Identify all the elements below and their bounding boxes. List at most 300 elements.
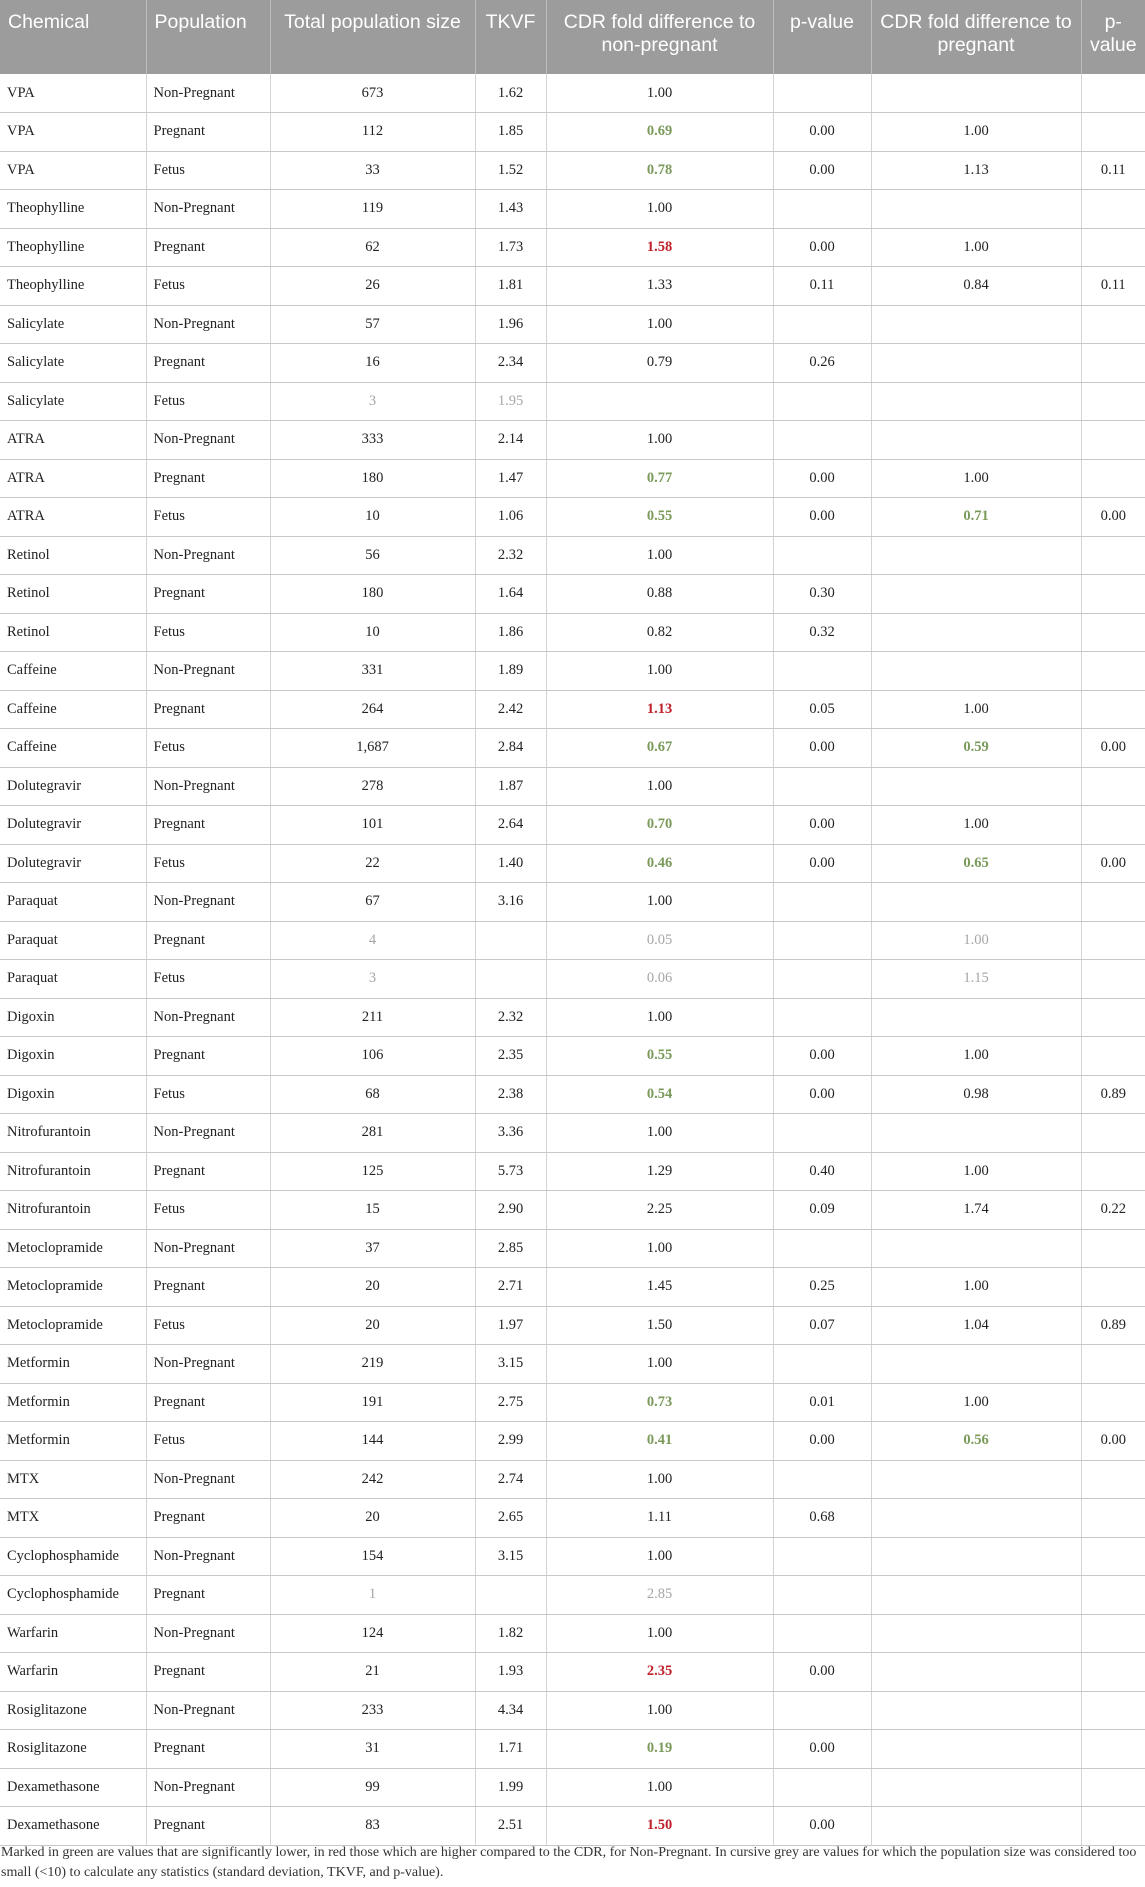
cell-p-value-non-pregnant <box>773 382 871 421</box>
cell-p-value-pregnant: 0.11 <box>1081 267 1145 306</box>
table-row <box>0 1037 1145 1076</box>
cell-population: Pregnant <box>146 344 270 383</box>
cell-tkvf <box>475 1576 546 1615</box>
cell-population: Pregnant <box>146 1807 270 1846</box>
cell-chemical: Salicylate <box>0 305 146 344</box>
table-row <box>0 1383 1145 1422</box>
cell-cdr-fold-pregnant <box>871 1768 1081 1807</box>
cell-population: Non-Pregnant <box>146 1460 270 1499</box>
cell-p-value-non-pregnant: 0.00 <box>773 1730 871 1769</box>
table-row <box>0 652 1145 691</box>
cell-p-value-pregnant: 0.00 <box>1081 729 1145 768</box>
cell-chemical: Retinol <box>0 575 146 614</box>
cell-tkvf: 1.73 <box>475 228 546 267</box>
cell-p-value-non-pregnant <box>773 536 871 575</box>
cell-population: Fetus <box>146 151 270 190</box>
cell-chemical: Warfarin <box>0 1614 146 1653</box>
cell-tkvf: 3.15 <box>475 1345 546 1384</box>
cell-cdr-fold-non-pregnant: 0.05 <box>546 921 773 960</box>
cell-p-value-pregnant <box>1081 1807 1145 1846</box>
cell-p-value-pregnant <box>1081 613 1145 652</box>
cell-population-size: 242 <box>270 1460 475 1499</box>
table-row <box>0 113 1145 152</box>
cell-tkvf: 1.95 <box>475 382 546 421</box>
cell-cdr-fold-non-pregnant: 1.58 <box>546 228 773 267</box>
cell-cdr-fold-pregnant <box>871 190 1081 229</box>
cell-p-value-pregnant <box>1081 1499 1145 1538</box>
cell-population: Non-Pregnant <box>146 1345 270 1384</box>
cell-cdr-fold-non-pregnant: 1.13 <box>546 690 773 729</box>
cell-p-value-non-pregnant <box>773 921 871 960</box>
cell-chemical: Theophylline <box>0 267 146 306</box>
cell-population-size: 62 <box>270 228 475 267</box>
cell-cdr-fold-pregnant <box>871 344 1081 383</box>
cell-population-size: 119 <box>270 190 475 229</box>
cell-chemical: VPA <box>0 113 146 152</box>
cell-cdr-fold-non-pregnant: 2.35 <box>546 1653 773 1692</box>
cell-p-value-non-pregnant: 0.68 <box>773 1499 871 1538</box>
cell-tkvf: 2.64 <box>475 806 546 845</box>
cell-tkvf: 2.14 <box>475 421 546 460</box>
cell-tkvf: 4.34 <box>475 1691 546 1730</box>
cell-cdr-fold-non-pregnant: 1.45 <box>546 1268 773 1307</box>
cell-cdr-fold-non-pregnant: 0.73 <box>546 1383 773 1422</box>
cell-tkvf: 2.90 <box>475 1191 546 1230</box>
cell-cdr-fold-non-pregnant: 1.11 <box>546 1499 773 1538</box>
cell-p-value-non-pregnant <box>773 1229 871 1268</box>
cell-cdr-fold-non-pregnant: 0.78 <box>546 151 773 190</box>
cell-p-value-non-pregnant <box>773 652 871 691</box>
cell-p-value-pregnant <box>1081 806 1145 845</box>
cell-population-size: 144 <box>270 1422 475 1461</box>
cell-p-value-pregnant: 0.00 <box>1081 844 1145 883</box>
cell-population: Fetus <box>146 729 270 768</box>
cell-cdr-fold-pregnant: 1.00 <box>871 806 1081 845</box>
cell-p-value-pregnant <box>1081 1229 1145 1268</box>
cell-p-value-pregnant <box>1081 1460 1145 1499</box>
cell-tkvf: 1.47 <box>475 459 546 498</box>
header-row <box>0 0 1145 74</box>
table-row <box>0 151 1145 190</box>
cell-p-value-pregnant <box>1081 1730 1145 1769</box>
cell-p-value-pregnant <box>1081 1653 1145 1692</box>
cell-population: Non-Pregnant <box>146 1114 270 1153</box>
table-row <box>0 960 1145 999</box>
cell-p-value-non-pregnant <box>773 74 871 113</box>
cell-p-value-non-pregnant <box>773 883 871 922</box>
header-total-population-size: Total population size <box>270 0 475 74</box>
cell-p-value-non-pregnant <box>773 1114 871 1153</box>
cell-tkvf: 1.99 <box>475 1768 546 1807</box>
cell-tkvf: 2.75 <box>475 1383 546 1422</box>
cell-cdr-fold-non-pregnant: 0.88 <box>546 575 773 614</box>
cell-p-value-non-pregnant <box>773 1537 871 1576</box>
cell-cdr-fold-non-pregnant: 1.00 <box>546 74 773 113</box>
cell-tkvf: 2.85 <box>475 1229 546 1268</box>
cell-cdr-fold-pregnant: 1.00 <box>871 228 1081 267</box>
cell-p-value-pregnant: 0.11 <box>1081 151 1145 190</box>
cell-cdr-fold-pregnant <box>871 575 1081 614</box>
cell-population: Pregnant <box>146 1037 270 1076</box>
cell-cdr-fold-pregnant: 1.00 <box>871 1152 1081 1191</box>
cell-p-value-non-pregnant: 0.25 <box>773 1268 871 1307</box>
cell-chemical: Caffeine <box>0 652 146 691</box>
cell-population-size: 211 <box>270 998 475 1037</box>
cell-p-value-non-pregnant: 0.00 <box>773 729 871 768</box>
cell-p-value-non-pregnant <box>773 998 871 1037</box>
cell-p-value-pregnant <box>1081 921 1145 960</box>
cell-chemical: Cyclophosphamide <box>0 1537 146 1576</box>
table-row <box>0 1499 1145 1538</box>
cell-cdr-fold-pregnant: 1.04 <box>871 1306 1081 1345</box>
cell-chemical: Digoxin <box>0 998 146 1037</box>
cell-p-value-pregnant <box>1081 344 1145 383</box>
cell-population-size: 15 <box>270 1191 475 1230</box>
cell-p-value-non-pregnant <box>773 1768 871 1807</box>
table-row <box>0 1653 1145 1692</box>
cell-cdr-fold-non-pregnant: 1.00 <box>546 1537 773 1576</box>
cell-cdr-fold-pregnant <box>871 1499 1081 1538</box>
cell-cdr-fold-pregnant <box>871 1537 1081 1576</box>
header-population: Population <box>146 0 270 74</box>
cell-population-size: 219 <box>270 1345 475 1384</box>
cell-chemical: Nitrofurantoin <box>0 1114 146 1153</box>
cell-cdr-fold-non-pregnant: 1.00 <box>546 998 773 1037</box>
cell-p-value-non-pregnant: 0.00 <box>773 1422 871 1461</box>
cell-p-value-non-pregnant: 0.00 <box>773 1653 871 1692</box>
cell-population: Pregnant <box>146 1730 270 1769</box>
table-row <box>0 883 1145 922</box>
cell-tkvf: 5.73 <box>475 1152 546 1191</box>
cell-population: Pregnant <box>146 1576 270 1615</box>
cell-cdr-fold-pregnant: 1.00 <box>871 113 1081 152</box>
cell-chemical: Metformin <box>0 1422 146 1461</box>
table-row <box>0 421 1145 460</box>
cell-chemical: Theophylline <box>0 190 146 229</box>
cell-p-value-non-pregnant: 0.00 <box>773 113 871 152</box>
cell-chemical: Rosiglitazone <box>0 1691 146 1730</box>
cell-p-value-pregnant <box>1081 1037 1145 1076</box>
cell-chemical: Metformin <box>0 1345 146 1384</box>
table-row <box>0 729 1145 768</box>
cell-chemical: Retinol <box>0 613 146 652</box>
table-row <box>0 344 1145 383</box>
cell-p-value-pregnant: 0.00 <box>1081 498 1145 537</box>
cell-chemical: Metformin <box>0 1383 146 1422</box>
cell-p-value-non-pregnant: 0.00 <box>773 806 871 845</box>
cell-population-size: 20 <box>270 1499 475 1538</box>
cell-cdr-fold-non-pregnant: 1.50 <box>546 1807 773 1846</box>
table-row <box>0 190 1145 229</box>
cell-cdr-fold-non-pregnant: 1.00 <box>546 421 773 460</box>
table-row <box>0 1075 1145 1114</box>
table-row <box>0 921 1145 960</box>
cell-population-size: 67 <box>270 883 475 922</box>
cell-population: Fetus <box>146 1191 270 1230</box>
header-p-value-pregnant: p-value <box>1081 0 1145 74</box>
table-row <box>0 1268 1145 1307</box>
cell-chemical: ATRA <box>0 421 146 460</box>
cell-population: Non-Pregnant <box>146 1691 270 1730</box>
table-row <box>0 1730 1145 1769</box>
cell-chemical: Metoclopramide <box>0 1306 146 1345</box>
cell-population-size: 125 <box>270 1152 475 1191</box>
cell-cdr-fold-non-pregnant: 1.00 <box>546 1768 773 1807</box>
cell-cdr-fold-pregnant <box>871 883 1081 922</box>
cell-chemical: Dolutegravir <box>0 806 146 845</box>
cell-tkvf: 2.42 <box>475 690 546 729</box>
cell-population-size: 10 <box>270 613 475 652</box>
cell-p-value-non-pregnant: 0.00 <box>773 498 871 537</box>
cell-population-size: 101 <box>270 806 475 845</box>
table-row <box>0 305 1145 344</box>
table-row <box>0 498 1145 537</box>
cell-population-size: 57 <box>270 305 475 344</box>
cell-p-value-non-pregnant <box>773 767 871 806</box>
cell-p-value-pregnant <box>1081 1614 1145 1653</box>
cell-cdr-fold-non-pregnant: 0.55 <box>546 1037 773 1076</box>
cell-population-size: 22 <box>270 844 475 883</box>
cell-cdr-fold-pregnant: 0.59 <box>871 729 1081 768</box>
cell-cdr-fold-pregnant <box>871 1691 1081 1730</box>
header-p-value-non-pregnant: p-value <box>773 0 871 74</box>
cell-chemical: Salicylate <box>0 344 146 383</box>
cell-population-size: 33 <box>270 151 475 190</box>
cell-population: Fetus <box>146 267 270 306</box>
cell-cdr-fold-non-pregnant <box>546 382 773 421</box>
cell-cdr-fold-non-pregnant: 0.70 <box>546 806 773 845</box>
table-row <box>0 228 1145 267</box>
cell-cdr-fold-non-pregnant: 1.00 <box>546 305 773 344</box>
cell-cdr-fold-non-pregnant: 0.82 <box>546 613 773 652</box>
cell-population: Pregnant <box>146 113 270 152</box>
cell-tkvf: 2.71 <box>475 1268 546 1307</box>
cell-tkvf: 1.06 <box>475 498 546 537</box>
cell-p-value-pregnant <box>1081 190 1145 229</box>
table-row <box>0 613 1145 652</box>
cell-population-size: 83 <box>270 1807 475 1846</box>
cell-population-size: 112 <box>270 113 475 152</box>
cell-tkvf: 2.74 <box>475 1460 546 1499</box>
cell-population: Fetus <box>146 844 270 883</box>
cell-chemical: Dexamethasone <box>0 1768 146 1807</box>
cell-population-size: 31 <box>270 1730 475 1769</box>
cell-population-size: 68 <box>270 1075 475 1114</box>
cell-tkvf: 1.82 <box>475 1614 546 1653</box>
cell-chemical: VPA <box>0 74 146 113</box>
cell-tkvf: 3.36 <box>475 1114 546 1153</box>
cell-tkvf: 1.81 <box>475 267 546 306</box>
cell-population: Pregnant <box>146 921 270 960</box>
header-cdr-fold-pregnant: CDR fold difference to pregnant <box>871 0 1081 74</box>
cell-population-size: 278 <box>270 767 475 806</box>
cell-population-size: 10 <box>270 498 475 537</box>
cell-p-value-pregnant: 0.00 <box>1081 1422 1145 1461</box>
cell-p-value-pregnant: 0.22 <box>1081 1191 1145 1230</box>
cell-cdr-fold-pregnant <box>871 613 1081 652</box>
cell-p-value-non-pregnant: 0.00 <box>773 151 871 190</box>
cell-p-value-pregnant <box>1081 767 1145 806</box>
cell-p-value-non-pregnant <box>773 1691 871 1730</box>
cell-population-size: 16 <box>270 344 475 383</box>
cell-p-value-pregnant <box>1081 113 1145 152</box>
cell-p-value-non-pregnant <box>773 960 871 999</box>
cell-population: Non-Pregnant <box>146 536 270 575</box>
cell-p-value-pregnant <box>1081 960 1145 999</box>
cell-p-value-non-pregnant: 0.00 <box>773 228 871 267</box>
cell-population: Non-Pregnant <box>146 998 270 1037</box>
cell-cdr-fold-pregnant: 1.00 <box>871 1268 1081 1307</box>
cell-p-value-pregnant <box>1081 883 1145 922</box>
cell-cdr-fold-non-pregnant: 0.77 <box>546 459 773 498</box>
cell-cdr-fold-non-pregnant: 2.25 <box>546 1191 773 1230</box>
cell-p-value-pregnant <box>1081 305 1145 344</box>
cell-cdr-fold-pregnant: 0.71 <box>871 498 1081 537</box>
cell-cdr-fold-pregnant: 1.00 <box>871 459 1081 498</box>
cell-cdr-fold-non-pregnant: 0.06 <box>546 960 773 999</box>
cell-p-value-pregnant <box>1081 1152 1145 1191</box>
cell-chemical: Dolutegravir <box>0 844 146 883</box>
cell-population: Pregnant <box>146 459 270 498</box>
cell-cdr-fold-pregnant <box>871 1576 1081 1615</box>
table-row <box>0 998 1145 1037</box>
cell-p-value-non-pregnant <box>773 1345 871 1384</box>
cell-tkvf: 2.35 <box>475 1037 546 1076</box>
cell-p-value-non-pregnant <box>773 421 871 460</box>
cell-population-size: 333 <box>270 421 475 460</box>
cell-cdr-fold-pregnant: 1.00 <box>871 921 1081 960</box>
cell-cdr-fold-pregnant <box>871 536 1081 575</box>
cell-cdr-fold-non-pregnant: 0.46 <box>546 844 773 883</box>
cell-cdr-fold-non-pregnant: 1.50 <box>546 1306 773 1345</box>
cell-tkvf: 2.84 <box>475 729 546 768</box>
cell-chemical: Dolutegravir <box>0 767 146 806</box>
cell-p-value-non-pregnant <box>773 190 871 229</box>
cell-cdr-fold-pregnant <box>871 1807 1081 1846</box>
header-cdr-fold-non-pregnant: CDR fold difference to non-pregnant <box>546 0 773 74</box>
cell-population-size: 264 <box>270 690 475 729</box>
cell-chemical: Nitrofurantoin <box>0 1191 146 1230</box>
cell-cdr-fold-non-pregnant: 1.00 <box>546 1345 773 1384</box>
cell-chemical: Warfarin <box>0 1653 146 1692</box>
cell-p-value-non-pregnant <box>773 1576 871 1615</box>
table-row <box>0 1229 1145 1268</box>
cell-tkvf: 1.71 <box>475 1730 546 1769</box>
cell-chemical: Caffeine <box>0 729 146 768</box>
cell-cdr-fold-non-pregnant: 1.00 <box>546 883 773 922</box>
cell-tkvf: 2.51 <box>475 1807 546 1846</box>
cell-population: Non-Pregnant <box>146 1614 270 1653</box>
cell-population-size: 1,687 <box>270 729 475 768</box>
cell-p-value-pregnant <box>1081 998 1145 1037</box>
cell-population-size: 4 <box>270 921 475 960</box>
cell-p-value-pregnant <box>1081 382 1145 421</box>
cell-population-size: 1 <box>270 1576 475 1615</box>
table-row <box>0 382 1145 421</box>
cell-p-value-pregnant <box>1081 1345 1145 1384</box>
header-chemical: Chemical <box>0 0 146 74</box>
cell-cdr-fold-pregnant <box>871 998 1081 1037</box>
cell-chemical: Nitrofurantoin <box>0 1152 146 1191</box>
cell-p-value-pregnant <box>1081 459 1145 498</box>
cell-tkvf: 1.97 <box>475 1306 546 1345</box>
cell-p-value-non-pregnant: 0.00 <box>773 844 871 883</box>
cell-chemical: Paraquat <box>0 883 146 922</box>
cell-cdr-fold-pregnant <box>871 421 1081 460</box>
cell-cdr-fold-non-pregnant: 1.00 <box>546 652 773 691</box>
cell-tkvf: 3.16 <box>475 883 546 922</box>
cell-population: Fetus <box>146 1075 270 1114</box>
cell-population-size: 3 <box>270 382 475 421</box>
table-row <box>0 1345 1145 1384</box>
cell-cdr-fold-pregnant: 0.56 <box>871 1422 1081 1461</box>
table-footnote: Marked in green are values that are significantly lower, in red those which are higher compared to the CDR, for Non-Pregnant. In cursive grey are values for which the population size was considered too small (<10) to calculate any statistics (standard deviation, TKVF, and p-value). <box>1 1845 1137 1880</box>
cell-chemical: ATRA <box>0 498 146 537</box>
cell-population-size: 21 <box>270 1653 475 1692</box>
cell-cdr-fold-non-pregnant: 1.00 <box>546 1114 773 1153</box>
cell-population: Non-Pregnant <box>146 1537 270 1576</box>
cell-chemical: Digoxin <box>0 1037 146 1076</box>
table-row <box>0 74 1145 113</box>
cell-cdr-fold-pregnant: 1.00 <box>871 690 1081 729</box>
cell-tkvf: 2.38 <box>475 1075 546 1114</box>
cell-chemical: Paraquat <box>0 921 146 960</box>
cell-p-value-pregnant <box>1081 1537 1145 1576</box>
cell-p-value-non-pregnant: 0.26 <box>773 344 871 383</box>
cell-chemical: ATRA <box>0 459 146 498</box>
cell-population-size: 233 <box>270 1691 475 1730</box>
cell-tkvf: 2.65 <box>475 1499 546 1538</box>
cell-population-size: 180 <box>270 575 475 614</box>
cell-cdr-fold-pregnant <box>871 1614 1081 1653</box>
cell-p-value-pregnant <box>1081 421 1145 460</box>
table-row <box>0 1576 1145 1615</box>
cell-cdr-fold-pregnant: 1.74 <box>871 1191 1081 1230</box>
cell-p-value-pregnant <box>1081 1383 1145 1422</box>
cell-cdr-fold-non-pregnant: 1.29 <box>546 1152 773 1191</box>
cell-cdr-fold-pregnant <box>871 1229 1081 1268</box>
cell-cdr-fold-pregnant: 0.98 <box>871 1075 1081 1114</box>
cell-p-value-pregnant <box>1081 1268 1145 1307</box>
cell-tkvf: 2.34 <box>475 344 546 383</box>
table-row <box>0 1422 1145 1461</box>
cell-population: Non-Pregnant <box>146 883 270 922</box>
cell-chemical: Salicylate <box>0 382 146 421</box>
cell-p-value-pregnant <box>1081 575 1145 614</box>
cell-p-value-pregnant: 0.89 <box>1081 1075 1145 1114</box>
table-row <box>0 1152 1145 1191</box>
cell-cdr-fold-pregnant <box>871 1114 1081 1153</box>
cell-p-value-non-pregnant <box>773 1614 871 1653</box>
cell-cdr-fold-pregnant <box>871 382 1081 421</box>
cell-cdr-fold-pregnant: 1.15 <box>871 960 1081 999</box>
cell-chemical: Theophylline <box>0 228 146 267</box>
cell-population-size: 37 <box>270 1229 475 1268</box>
cell-tkvf: 1.40 <box>475 844 546 883</box>
cell-tkvf: 1.89 <box>475 652 546 691</box>
cell-population-size: 673 <box>270 74 475 113</box>
cell-cdr-fold-pregnant <box>871 1730 1081 1769</box>
cell-p-value-pregnant <box>1081 228 1145 267</box>
cell-cdr-fold-pregnant <box>871 1345 1081 1384</box>
table-row <box>0 1537 1145 1576</box>
cell-p-value-non-pregnant: 0.11 <box>773 267 871 306</box>
cell-chemical: VPA <box>0 151 146 190</box>
cell-cdr-fold-non-pregnant: 0.41 <box>546 1422 773 1461</box>
cell-population-size: 20 <box>270 1268 475 1307</box>
cell-cdr-fold-pregnant: 0.84 <box>871 267 1081 306</box>
cell-tkvf: 1.93 <box>475 1653 546 1692</box>
